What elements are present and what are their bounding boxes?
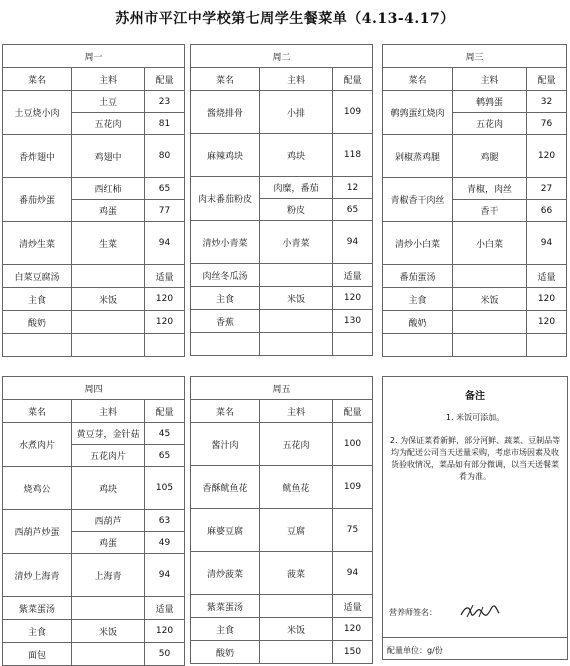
dish-name: 青椒香干肉丝 — [383, 178, 453, 222]
ingredient: 豆腐 — [260, 509, 333, 552]
empty-cell — [260, 264, 333, 287]
handwritten-signature — [459, 599, 501, 623]
menu-table-tue — [190, 44, 373, 356]
staple-name: 主食 — [191, 618, 260, 641]
amount: 49 — [145, 532, 185, 554]
col-header-main: 主料 — [72, 400, 145, 423]
col-header-main: 主料 — [260, 400, 333, 423]
notes-title: 备注 — [465, 391, 485, 402]
page-title: 苏州市平江中学校第七周学生餐菜单（4.13-4.17） — [115, 11, 455, 27]
soup-name: 番茄蛋汤 — [383, 265, 453, 288]
ingredient: 西红柿 — [72, 178, 145, 200]
extra-name: 面包 — [3, 643, 72, 666]
note-2: 2. 为保证菜肴新鲜，部分河鲜、蔬菜、豆制品等均为配送公司当天送量采购，考虑市场因素及收货验收情况，菜品如有部分微调，以当天送餐菜肴为准。 — [389, 436, 561, 481]
dish-name: 清炒小青菜 — [191, 221, 260, 264]
amount: 120 — [145, 288, 185, 311]
empty-cell — [260, 595, 333, 618]
col-header-amount: 配量 — [333, 400, 373, 423]
empty-cell — [453, 311, 527, 334]
notes-box — [382, 376, 568, 660]
empty-cell — [453, 265, 527, 288]
amount: 63 — [145, 510, 185, 532]
extra-name: 香蕉 — [191, 310, 260, 333]
amount: 27 — [527, 178, 567, 200]
amount: 65 — [145, 445, 185, 467]
col-header-dish: 菜名 — [191, 400, 260, 423]
col-header-dish: 菜名 — [3, 400, 72, 423]
dish-name: 清炒菠菜 — [191, 552, 260, 595]
col-header-amount: 配量 — [145, 68, 185, 91]
ingredient: 鸡蛋 — [72, 200, 145, 222]
ingredient: 上海青 — [72, 554, 145, 597]
dish-name: 土豆烧小肉 — [3, 91, 72, 135]
ingredient: 五花肉 — [453, 113, 527, 135]
staple-name: 主食 — [3, 288, 72, 311]
amount: 120 — [527, 311, 567, 334]
ingredient: 鸡块 — [72, 467, 145, 510]
amount: 65 — [333, 199, 373, 221]
menu-table-wed — [382, 44, 567, 357]
amount: 94 — [333, 221, 373, 264]
amount: 50 — [145, 643, 185, 666]
amount: 76 — [527, 113, 567, 135]
amount: 12 — [333, 177, 373, 199]
ingredient: 肉糜，番茄 — [260, 177, 333, 199]
dish-name: 水煮肉片 — [3, 423, 72, 467]
col-header-main: 主料 — [453, 68, 527, 91]
empty-cell — [145, 334, 185, 357]
extra-name: 酸奶 — [3, 311, 72, 334]
amount: 80 — [145, 135, 185, 178]
ingredient: 鹌鹑蛋 — [453, 91, 527, 113]
unit-label: 配量单位：g/份 — [387, 646, 443, 655]
empty-cell — [383, 334, 453, 357]
signature-label: 营养师签名： — [389, 608, 437, 617]
ingredient: 西葫芦 — [72, 510, 145, 532]
ingredient: 粉皮 — [260, 199, 333, 221]
ingredient: 五花肉 — [260, 423, 333, 466]
amount: 81 — [145, 113, 185, 135]
empty-cell — [72, 265, 145, 288]
soup-name: 紫菜蛋汤 — [191, 595, 260, 618]
day-header: 周一 — [3, 45, 185, 68]
amount: 120 — [145, 311, 185, 334]
amount: 109 — [333, 91, 373, 134]
amount: 150 — [333, 641, 373, 664]
empty-cell — [527, 334, 567, 357]
empty-cell — [260, 310, 333, 333]
ingredient: 黄豆芽，金针菇 — [72, 423, 145, 445]
col-header-dish: 菜名 — [191, 68, 260, 91]
staple-name: 主食 — [3, 620, 72, 643]
amount: 120 — [145, 620, 185, 643]
dish-name: 烧鸡公 — [3, 467, 72, 510]
ingredient: 鸡块 — [260, 134, 333, 177]
empty-cell — [72, 311, 145, 334]
day-header: 周二 — [191, 45, 373, 68]
dish-name: 香炸翅中 — [3, 135, 72, 178]
amount: 65 — [145, 178, 185, 200]
empty-cell — [333, 333, 373, 356]
dish-name: 清炒生菜 — [3, 222, 72, 265]
amount: 32 — [527, 91, 567, 113]
note-1: 1. 米饭可添加。 — [445, 413, 505, 422]
amount: 94 — [145, 222, 185, 265]
col-header-dish: 菜名 — [3, 68, 72, 91]
staple-name: 主食 — [383, 288, 453, 311]
ingredient: 五花肉 — [72, 113, 145, 135]
ingredient: 生菜 — [72, 222, 145, 265]
amount: 适量 — [527, 265, 567, 288]
dish-name: 剁椒蒸鸡腿 — [383, 135, 453, 178]
empty-cell — [3, 334, 72, 357]
empty-cell — [260, 641, 333, 664]
ingredient: 小青菜 — [260, 221, 333, 264]
dish-name: 酱汁肉 — [191, 423, 260, 466]
empty-cell — [260, 333, 333, 356]
amount: 120 — [333, 618, 373, 641]
amount: 120 — [527, 288, 567, 311]
ingredient: 青椒，肉丝 — [453, 178, 527, 200]
amount: 118 — [333, 134, 373, 177]
amount: 66 — [527, 200, 567, 222]
menu-table-mon — [2, 44, 185, 357]
amount: 105 — [145, 467, 185, 510]
empty-cell — [453, 334, 527, 357]
ingredient: 米饭 — [72, 288, 145, 311]
dish-name: 西葫芦炒蛋 — [3, 510, 72, 554]
ingredient: 土豆 — [72, 91, 145, 113]
amount: 94 — [145, 554, 185, 597]
ingredient: 米饭 — [260, 287, 333, 310]
ingredient: 小白菜 — [453, 222, 527, 265]
extra-name: 酸奶 — [191, 641, 260, 664]
dish-name: 麻婆豆腐 — [191, 509, 260, 552]
amount: 适量 — [145, 597, 185, 620]
amount: 100 — [333, 423, 373, 466]
day-header: 周四 — [3, 377, 185, 400]
dish-name: 麻辣鸡块 — [191, 134, 260, 177]
dish-name: 番茄炒蛋 — [3, 178, 72, 222]
dish-name: 清炒上海青 — [3, 554, 72, 597]
ingredient: 小排 — [260, 91, 333, 134]
empty-cell — [72, 597, 145, 620]
day-header: 周三 — [383, 45, 567, 68]
soup-name: 肉丝冬瓜汤 — [191, 264, 260, 287]
empty-cell — [72, 643, 145, 666]
amount: 适量 — [333, 595, 373, 618]
ingredient: 香干 — [453, 200, 527, 222]
ingredient: 米饭 — [260, 618, 333, 641]
dish-name: 清炒小白菜 — [383, 222, 453, 265]
dish-name: 酱烧排骨 — [191, 91, 260, 134]
ingredient: 米饭 — [72, 620, 145, 643]
notes-divider — [383, 637, 567, 638]
soup-name: 白菜豆腐汤 — [3, 265, 72, 288]
amount: 120 — [333, 287, 373, 310]
ingredient: 米饭 — [453, 288, 527, 311]
menu-table-thu — [2, 376, 185, 666]
amount: 120 — [527, 135, 567, 178]
amount: 94 — [333, 552, 373, 595]
amount: 45 — [145, 423, 185, 445]
amount: 77 — [145, 200, 185, 222]
soup-name: 紫菜蛋汤 — [3, 597, 72, 620]
empty-cell — [191, 333, 260, 356]
staple-name: 主食 — [191, 287, 260, 310]
col-header-main: 主料 — [260, 68, 333, 91]
col-header-amount: 配量 — [333, 68, 373, 91]
col-header-main: 主料 — [72, 68, 145, 91]
amount: 75 — [333, 509, 373, 552]
dish-name: 香酥鱿鱼花 — [191, 466, 260, 509]
ingredient: 五花肉片 — [72, 445, 145, 467]
dish-name: 肉末番茄粉皮 — [191, 177, 260, 221]
amount: 109 — [333, 466, 373, 509]
extra-name: 酸奶 — [383, 311, 453, 334]
ingredient: 鸡翅中 — [72, 135, 145, 178]
amount: 适量 — [333, 264, 373, 287]
ingredient: 鸡腿 — [453, 135, 527, 178]
col-header-amount: 配量 — [145, 400, 185, 423]
col-header-dish: 菜名 — [383, 68, 453, 91]
ingredient: 菠菜 — [260, 552, 333, 595]
amount: 94 — [527, 222, 567, 265]
amount: 适量 — [145, 265, 185, 288]
amount: 130 — [333, 310, 373, 333]
day-header: 周五 — [191, 377, 373, 400]
amount: 23 — [145, 91, 185, 113]
ingredient: 鸡蛋 — [72, 532, 145, 554]
menu-table-fri — [190, 376, 373, 664]
dish-name: 鹌鹑蛋红烧肉 — [383, 91, 453, 135]
col-header-amount: 配量 — [527, 68, 567, 91]
empty-cell — [72, 334, 145, 357]
ingredient: 鱿鱼花 — [260, 466, 333, 509]
